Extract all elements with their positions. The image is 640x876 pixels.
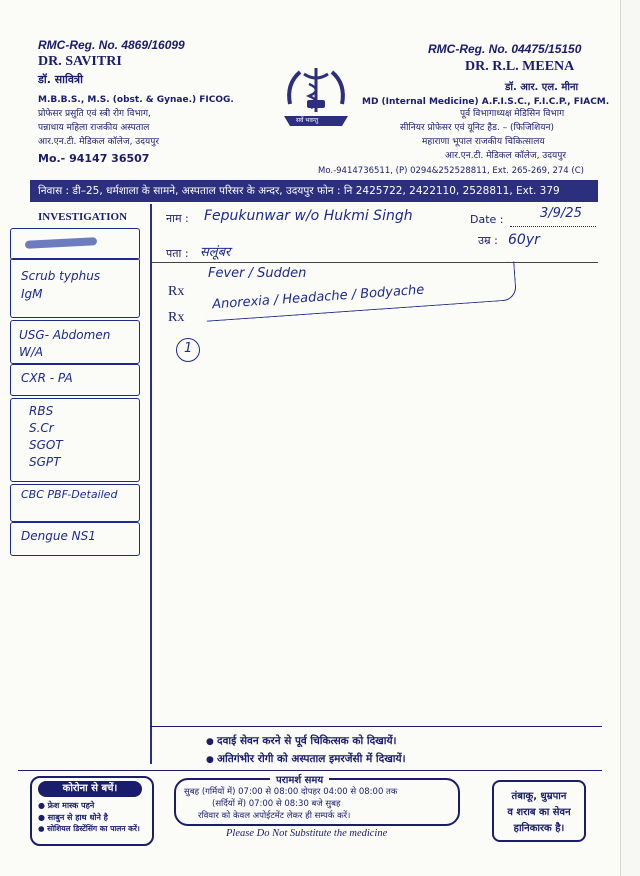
- corona-item: ● सोशियल डिस्टेंसिंग का पालन करें।: [38, 824, 140, 833]
- rx-symbol: Rx: [168, 284, 185, 299]
- notice-line2: ● अतिगंभीर रोगी को अस्पताल इमरजेंसी में दिखायें।: [206, 753, 406, 765]
- left-doctor-line3: आर.एन.टी. मेडिकल कॉलेज, उदयपुर: [38, 137, 160, 147]
- footer-note: Please Do Not Substitute the medicine: [226, 828, 388, 839]
- bullet-icon: ●: [206, 755, 217, 765]
- corona-title: कोरोना से बचें।: [38, 781, 142, 797]
- caduceus-emblem-icon: [276, 60, 356, 140]
- date-value: 3/9/25: [540, 206, 582, 221]
- right-doctor-line2: सीनियर प्रोफेसर एवं यूनिट हैड. – (फिजिशियन): [400, 123, 554, 133]
- bullet-icon: ●: [206, 737, 217, 747]
- residence-address-bar: निवास : डी–25, धर्मशाला के सामने, अस्पताल परिसर के अन्दर, उदयपुर फोन : नि 2425722, 2422110, 2528811, Ext. 379: [30, 180, 598, 202]
- tobacco-line1: तंबाकू, धुम्रपान: [511, 791, 567, 802]
- rx-complaints-line1: Fever / Sudden: [208, 266, 307, 281]
- investigation-item-box: [10, 320, 140, 364]
- tobacco-line3: हानिकारक है।: [513, 823, 565, 834]
- right-doctor-reg: RMC-Reg. No. 04475/15150: [428, 42, 582, 56]
- patient-details-rule: [152, 262, 598, 263]
- right-doctor-degrees: MD (Internal Medicine) A.F.I.S.C., F.I.C.P., FIACM.: [362, 97, 610, 107]
- right-doctor-name-hindi: डॉ. आर. एल. मीना: [505, 82, 579, 93]
- investigation-item: USG- Abdomen W/A: [19, 328, 111, 359]
- corona-advice-box: [30, 776, 154, 846]
- corona-item: ● फ्रेश मास्क पहने: [38, 801, 95, 810]
- tobacco-warning-box: [492, 780, 586, 842]
- footer-separator: [18, 770, 602, 771]
- right-doctor-line4: आर.एन.टी. मेडिकल कॉलेज, उदयपुर: [445, 151, 567, 161]
- emblem-text: सर्वे भवन्तु: [296, 117, 319, 124]
- investigation-item: RBS S.Cr SGOT SGPT: [29, 404, 63, 469]
- investigation-item-box: [10, 484, 140, 522]
- investigation-item: Scrub typhus IgM: [21, 269, 101, 301]
- investigation-heading: INVESTIGATION: [38, 211, 128, 223]
- rx-complaints-line2: Anorexia / Headache / Bodyache: [211, 282, 425, 313]
- struck-out-scribble: [25, 237, 97, 249]
- consultation-line2: (सर्दियों में) 07:00 से 08:30 बजे सुबह: [212, 799, 341, 809]
- left-doctor-reg: RMC-Reg. No. 4869/16099: [38, 38, 185, 52]
- consultation-line3: रविवार को केवल अपोईटमेंट लेकर ही सम्पर्क करें।: [198, 811, 351, 821]
- right-doctor-contact: Mo.-9414736511, (P) 0294&252528811, Ext. 265-269, 274 (C): [318, 166, 584, 176]
- investigation-item-box: [10, 398, 140, 482]
- right-doctor-line3: महाराणा भूपाल राजकीय चिकित्सालय: [422, 137, 545, 147]
- consultation-line1: सुबह (गर्मियों में) 07:00 से 08:00 दोपहर 04:00 से 08:00 तक: [184, 787, 398, 797]
- date-label: Date :: [470, 213, 504, 226]
- date-underline: [510, 226, 596, 227]
- investigation-scribble-box: [10, 228, 140, 260]
- rx-symbol: Rx: [168, 310, 185, 325]
- left-doctor-line1: प्रोफेसर प्रसुति एवं स्त्री रोग विभाग,: [38, 109, 151, 119]
- investigation-item: Dengue NS1: [21, 529, 96, 543]
- tobacco-line2: व शराब का सेवन: [507, 807, 571, 818]
- left-doctor-degrees: M.B.B.S., M.S. (obst. & Gynae.) FICOG.: [38, 95, 234, 105]
- address-value: सलूंबर: [200, 245, 231, 260]
- left-doctor-name-hindi: डॉ. सावित्री: [38, 73, 83, 86]
- left-doctor-mobile: Mo.- 94147 36507: [38, 152, 150, 165]
- investigation-item-box: [10, 364, 140, 396]
- patient-name: Fepukunwar w/o Hukmi Singh: [204, 208, 413, 224]
- investigation-item-box: [10, 522, 140, 556]
- item-mark-circle: [176, 338, 200, 362]
- notice-line1: ● दवाई सेवन करने से पूर्व चिकित्सक को दिखायें।: [206, 735, 397, 747]
- name-label: नाम :: [166, 212, 189, 225]
- consultation-title: परामर्श समय: [270, 772, 329, 786]
- right-doctor-name: DR. R.L. MEENA: [465, 59, 575, 74]
- investigation-divider: [150, 204, 152, 764]
- corona-item: ● साबुन से हाथ धोने है: [38, 813, 108, 822]
- address-label: पता :: [166, 247, 189, 260]
- right-doctor-line1: पूर्व विभागाध्यक्ष मेडिसिन विभाग: [460, 109, 565, 119]
- investigation-item-box: [10, 258, 140, 318]
- investigation-item: CBC PBF-Detailed: [21, 488, 118, 501]
- age-label: उम्र :: [478, 234, 498, 247]
- left-doctor-line2: पन्नाधाय महिला राजकीय अस्पताल: [38, 123, 150, 133]
- investigation-item: CXR - PA: [21, 371, 73, 385]
- age-value: 60yr: [508, 232, 540, 248]
- notice-separator: [150, 726, 602, 727]
- left-doctor-name: DR. SAVITRI: [38, 54, 122, 69]
- item-mark: 1: [184, 341, 193, 356]
